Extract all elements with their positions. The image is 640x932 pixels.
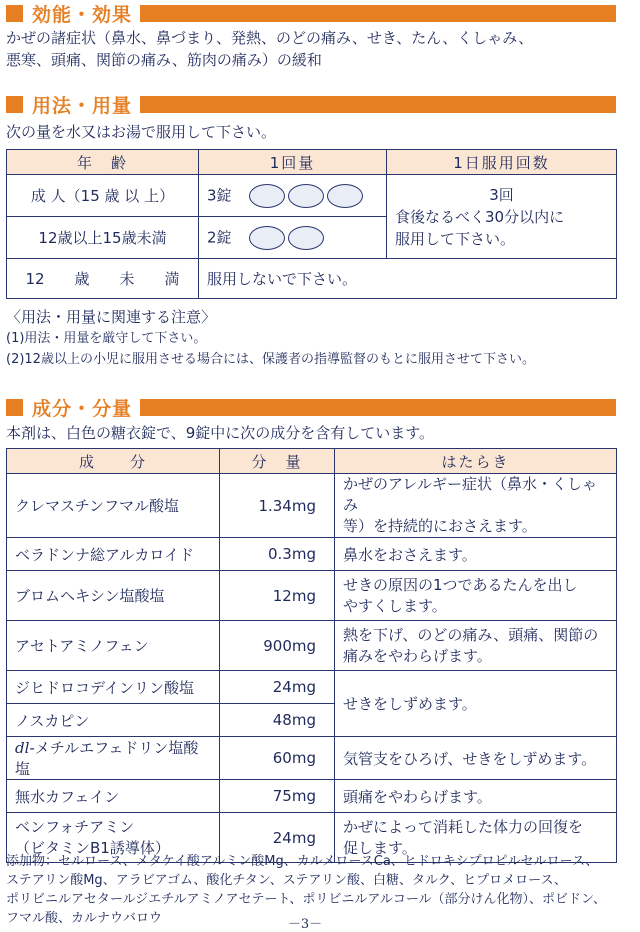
ingredient-name [7, 737, 220, 780]
name-line: （ビタミンB1誘導体） [15, 838, 170, 857]
ingredients-header-name: 成 分 [7, 449, 220, 474]
ingredient-amount: 24mg [220, 813, 335, 863]
section-bar [140, 399, 616, 416]
table-row [7, 671, 617, 704]
dose-label: 2錠 [207, 228, 232, 246]
dosage-header-daily: 1日服用回数 [387, 150, 617, 175]
age-cell: 成 人（15 歳 以 上） [7, 175, 199, 217]
ingredient-amount: 1.34mg [220, 474, 335, 538]
effect-line: やすくします。 [343, 596, 447, 615]
tablet-icon [288, 184, 324, 208]
age-cell: 12歳以上15歳未満 [7, 217, 199, 259]
effect-line: 痛みをやわらげます。 [343, 646, 492, 665]
efficacy-title: 効能・効果 [32, 3, 133, 26]
efficacy-line-2: 悪寒、頭痛、関節の痛み、筋肉の痛み）の緩和 [6, 51, 322, 69]
effect-line: 促します。 [343, 838, 417, 857]
ingredients-intro: 本剤は、白色の糖衣錠で、9錠中に次の成分を含有しています。 [6, 424, 435, 442]
daily-cell [387, 175, 617, 259]
ingredient-name: ジヒドロコデインリン酸塩 [7, 671, 220, 704]
ingredient-name: ベラドンナ総アルカロイド [7, 538, 220, 571]
ingredients-title: 成分・分量 [32, 397, 133, 420]
ingredient-amount: 48mg [220, 704, 335, 737]
table-row [7, 538, 617, 571]
tablet-icon [249, 184, 285, 208]
tablet-icon [288, 226, 324, 250]
effect-line: かぜによって消耗した体力の回復を [343, 817, 584, 836]
table-row [7, 175, 617, 217]
effect-line: 熱を下げ、のどの痛み、頭痛、関節の [343, 625, 599, 644]
table-row [7, 737, 617, 780]
effect-line: 等）を持続的におさえます。 [343, 517, 537, 535]
ingredients-table [6, 448, 617, 863]
dosage-header-dose: 1回量 [199, 150, 387, 175]
section-square-icon [6, 5, 23, 22]
efficacy-line-1: かぜの諸症状（鼻水、鼻づまり、発熱、のどの痛み、せき、たん、くしゃみ、 [6, 29, 534, 47]
ingredient-name: クレマスチンフマル酸塩 [7, 474, 220, 538]
tablet-icon [327, 184, 363, 208]
dosage-title: 用法・用量 [32, 94, 133, 117]
tablet-icon [249, 226, 285, 250]
additives-line-4: フマル酸、カルナウバロウ [6, 911, 163, 926]
daily-line-3: 服用して下さい。 [395, 229, 516, 248]
ingredients-header-amount: 分 量 [220, 449, 335, 474]
section-square-icon [6, 96, 23, 113]
dose-cell [199, 175, 387, 217]
name-line: ベンフォチアミン [15, 817, 135, 836]
ingredient-amount: 60mg [220, 737, 335, 780]
section-bar [140, 96, 616, 113]
ingredient-name: 無水カフェイン [7, 780, 220, 813]
ingredient-amount: 24mg [220, 671, 335, 704]
ingredients-header [6, 396, 616, 418]
ingredient-amount: 75mg [220, 780, 335, 813]
ingredient-name: ブロムヘキシン塩酸塩 [7, 571, 220, 621]
dose-cell: 服用しないで下さい。 [199, 259, 617, 299]
table-row [7, 780, 617, 813]
dosage-intro: 次の量を水又はお湯で服用して下さい。 [6, 123, 277, 141]
age-cell: 12 歳 未 満 [7, 259, 199, 299]
ingredient-effect [335, 571, 617, 621]
ingredient-amount: 0.3mg [220, 538, 335, 571]
dose-label: 3錠 [207, 186, 232, 204]
name-prefix: dl [15, 739, 30, 757]
table-row [7, 259, 617, 299]
note-2: (2)12歳以上の小児に服用させる場合には、保護者の指導監督のもとに服用させて下さい。 [6, 352, 535, 367]
ingredient-effect [335, 621, 617, 671]
ingredients-header-effect: はたらき [335, 449, 617, 474]
ingredient-name: ノスカピン [7, 704, 220, 737]
additives-line-3: ポリビニルアセタールジエチルアミノアセテート、ポリビニルアルコール（部分けん化物）、ポビドン、 [6, 892, 607, 907]
dose-cell [199, 217, 387, 259]
ingredient-amount: 900mg [220, 621, 335, 671]
dosage-header-age: 年 齢 [7, 150, 199, 175]
ingredient-effect: せきをしずめます。 [335, 671, 617, 737]
dosage-header [6, 93, 616, 115]
daily-line-1: 3回 [489, 185, 514, 204]
note-1: (1)用法・用量を厳守して下さい。 [6, 331, 207, 346]
table-row [7, 474, 617, 538]
table-row [7, 621, 617, 671]
ingredient-name: アセトアミノフェン [7, 621, 220, 671]
ingredient-effect: 鼻水をおさえます。 [335, 538, 617, 571]
ingredient-amount: 12mg [220, 571, 335, 621]
name-rest: -メチルエフェドリン塩酸塩 [15, 739, 199, 778]
effect-line: せきの原因の1つであるたんを出し [343, 575, 578, 594]
additives-line-1: 添加物：セルロース、メタケイ酸アルミン酸Mg、カルメロースCa、ヒドロキシプロピルセルロース、 [6, 854, 599, 869]
table-row [7, 571, 617, 621]
ingredient-effect: 頭痛をやわらげます。 [335, 780, 617, 813]
dosage-table [6, 149, 617, 299]
ingredient-effect [335, 474, 617, 538]
section-square-icon [6, 399, 23, 416]
section-bar [140, 5, 616, 22]
effect-line: かぜのアレルギー症状（鼻水・くしゃみ [343, 475, 598, 514]
efficacy-header [6, 2, 616, 24]
notes-title: 〈用法・用量に関連する注意〉 [6, 308, 217, 326]
page-number: －3－ [287, 917, 323, 932]
additives-line-2: ステアリン酸Mg、アラビアゴム、酸化チタン、ステアリン酸、白糖、タルク、ヒプロメロース、 [6, 873, 567, 888]
daily-line-2: 食後なるべく30分以内に [395, 207, 565, 226]
ingredient-effect: 気管支をひろげ、せきをしずめます。 [335, 737, 617, 780]
